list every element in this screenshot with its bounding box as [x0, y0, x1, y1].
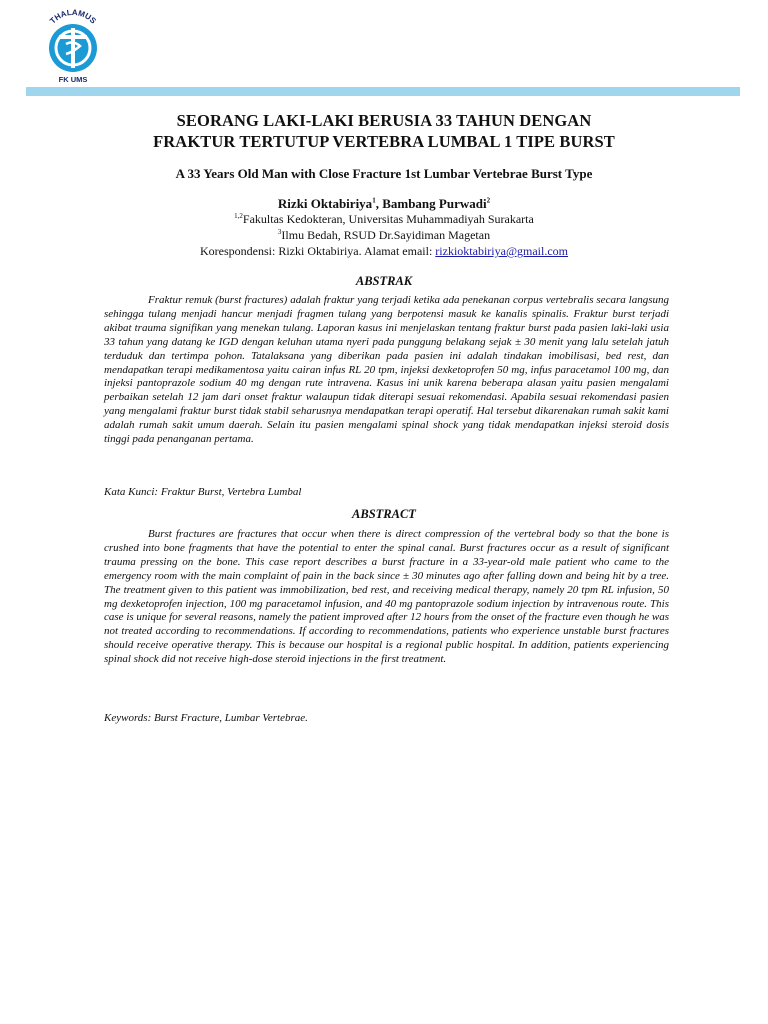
abstract-heading: ABSTRACT: [352, 507, 416, 521]
author-1: Rizki Oktabiriya: [277, 196, 373, 211]
author-2: Bambang Purwadi: [382, 196, 487, 211]
affiliation-1-text: Fakultas Kedokteran, Universitas Muhammadiyah Surakarta: [242, 212, 534, 226]
paper-subtitle: A 33 Years Old Man with Close Fracture 1st Lumbar Vertebrae Burst Type: [175, 166, 593, 181]
thalamus-logo: [40, 8, 106, 84]
abstrak-heading: ABSTRAK: [355, 274, 413, 288]
title-line-2: FRAKTUR TERTUTUP VERTEBRA LUMBAL 1 TIPE BURST: [153, 132, 615, 151]
affiliation-2: [0, 228, 768, 243]
abstract-keywords: Keywords: Burst Fracture, Lumbar Vertebrae.: [104, 712, 308, 724]
author-line: [0, 196, 768, 212]
title-line-1: SEORANG LAKI-LAKI BERUSIA 33 TAHUN DENGAN: [176, 111, 592, 130]
svg-text:THALAMUS: [48, 8, 98, 26]
affiliation-1-sup: 1,2: [234, 212, 243, 220]
logo-top-text: THALAMUS: [48, 8, 98, 26]
correspondence-text: Korespondensi: Rizki Oktabiriya. Alamat email:: [200, 244, 436, 258]
author-1-sup: 1: [372, 196, 376, 205]
email-link[interactable]: rizkioktabiriya@gmail.com: [435, 244, 568, 258]
abstrak-body: Fraktur remuk (burst fractures) adalah fraktur yang terjadi ketika ada penekanan corpus vertebralis secara langsung sehingga tulang menjadi hancur menjadi fragmen tulang yang berpotensi masuk ke kanalis spinalis. Fraktur burst terjadi akibat trauma signifikan yang menekan tulang. Laporan kasus ini menjelaskan tentang fraktur burst pada pasien laki-laki usia 33 tahun yang datang ke IGD dengan keluhan utama nyeri pada punggung belakang sejak ± 30 menit yang lalu setelah jatuh terduduk dan tertimpa pohon. Tatalaksana yang diberikan pada pasien ini adalah tindakan imobilisasi, bed rest, dan mendapatkan terapi medikamentosa yaitu cairan infus RL 20 tpm, injeksi dexketoprofen 50 mg, infus paracetamol 100 mg, dan injeksi pantoprazole sodium 40 mg dengan rute intravena. Kasus ini unik karena beberapa alasan yaitu pasien mengalami perbaikan setelah 12 jam dari onset fraktur walaupun tidak diterapi sesuai rekomendasi. Apabila sesuai rekomendasi pasien yang mengalami fraktur burst tidak stabil seharusnya mendapatkan terapi operatif. Hal tersebut dikarenakan rumah sakit kami adalah rumah sakit umum daerah. Selain itu pasien mengalami spinal shock yang tidak mendapatkan injeksi steroid dosis tinggi pada penanganan pertama.: [104, 294, 669, 446]
author-separator: ,: [375, 196, 383, 211]
header-divider-bar: [26, 87, 740, 96]
abstract-body: Burst fractures are fractures that occur when there is direct compression of the vertebral body so that the bone is crushed into bone fragments that have the potential to enter the spinal canal. Burst fractures occur as a result of significant trauma pressing on the bone. This case report describes a burst fracture in a 33-year-old male patient who came to the emergency room with the main complaint of pain in the back since ± 30 minutes ago after falling down and being hit by a tree. The treatment given to this patient was immobilization, bed rest, and receiving medical therapy, namely 20 tpm RL infusion, 50 mg dexketoprofen injection, 100 mg paracetamol infusion, and 40 mg pantoprazole sodium injection by intravenous route. This case is unique for several reasons, namely the patient improved after 12 hours from the onset of the fracture even though he was not treated according to recommendations. If according to recommendations, patients who experience unstable burst fractures should receive operative therapy. This is because our hospital is a regional public hospital. In addition, patients experiencing spinal shock did not receive high-dose steroid injections in the first treatment.: [104, 528, 669, 666]
correspondence: [0, 244, 768, 259]
logo-bottom-text: FK UMS: [58, 75, 88, 84]
affiliation-1: [0, 212, 768, 227]
paper-title: [0, 110, 768, 152]
affiliation-2-sup: 3: [277, 228, 282, 236]
author-2-sup: 2: [486, 196, 491, 205]
abstrak-keywords: Kata Kunci: Fraktur Burst, Vertebra Lumbal: [104, 486, 302, 498]
affiliation-2-text: Ilmu Bedah, RSUD Dr.Sayidiman Magetan: [281, 228, 491, 242]
